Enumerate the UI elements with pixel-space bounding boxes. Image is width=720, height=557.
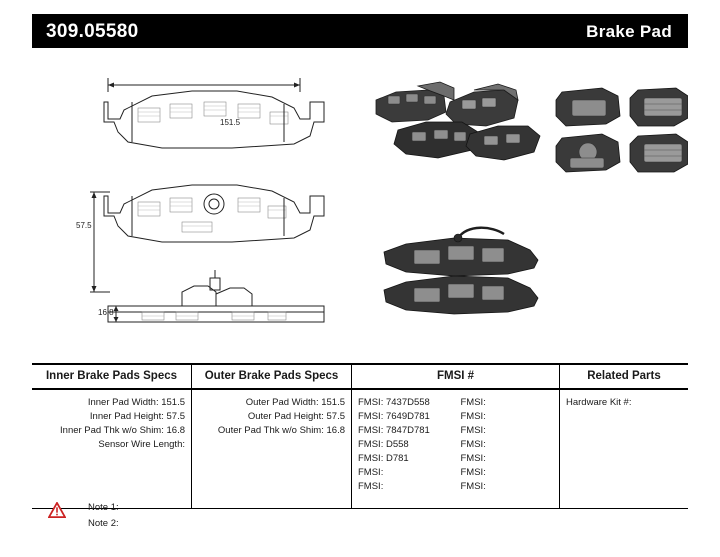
drawing-area [32, 56, 688, 356]
warning-icon [48, 502, 66, 518]
sensor-wire-length: Sensor Wire Length: [98, 439, 185, 450]
outer-pad-thickness: Outer Pad Thk w/o Shim: 16.8 [217, 425, 345, 436]
fmsi-right-value: FMSI: [460, 425, 486, 436]
outer-specs-cell [192, 390, 352, 508]
dimension-width-label: 151.5 [220, 118, 241, 127]
note-1: Note 1: [88, 502, 119, 513]
outer-pad-height: Outer Pad Height: 57.5 [247, 411, 345, 422]
fmsi-left-value: FMSI: [358, 467, 384, 478]
fmsi-right-value: FMSI: [460, 439, 486, 450]
fmsi-row [352, 480, 559, 494]
height-dimension-arrow [90, 192, 110, 292]
column-header-inner-specs: Inner Brake Pads Specs [32, 365, 192, 388]
fmsi-left-value: FMSI: [358, 481, 384, 492]
inner-pad-front-view [104, 91, 324, 148]
notes-section [32, 498, 688, 544]
fmsi-left-value: FMSI: D558 [358, 439, 409, 450]
table-body-row [32, 390, 688, 508]
fmsi-right-value: FMSI: [460, 397, 486, 408]
fmsi-left-value: FMSI: 7437D558 [358, 397, 430, 408]
column-header-related-parts: Related Parts [587, 370, 661, 382]
photo-pads-with-sensor [384, 228, 538, 314]
fmsi-right-value: FMSI: [460, 481, 486, 492]
column-header-fmsi: FMSI # [352, 365, 560, 388]
fmsi-row [352, 396, 559, 410]
inner-specs-cell [32, 390, 192, 508]
pad-edge-view [108, 270, 324, 322]
fmsi-row [352, 410, 559, 424]
fmsi-left-value: FMSI: D781 [358, 453, 409, 464]
product-type: Brake Pad [586, 22, 672, 41]
fmsi-left-value: FMSI: 7649D781 [358, 411, 430, 422]
fmsi-left-value: FMSI: 7847D781 [358, 425, 430, 436]
inner-pad-width: Inner Pad Width: 151.5 [87, 397, 185, 408]
fmsi-row [352, 424, 559, 438]
photo-pads-flat [556, 88, 688, 172]
specification-table [32, 363, 688, 509]
column-header-outer-specs: Outer Brake Pads Specs [192, 365, 352, 388]
fmsi-right-value: FMSI: [460, 411, 486, 422]
fmsi-right-value: FMSI: [460, 453, 486, 464]
fmsi-right-value: FMSI: [460, 467, 486, 478]
fmsi-row [352, 466, 559, 480]
part-number: 309.05580 [46, 21, 139, 42]
inner-pad-thickness: Inner Pad Thk w/o Shim: 16.8 [60, 425, 185, 436]
dimension-thickness-label: 16.8 [98, 308, 114, 317]
dimension-height-label: 57.5 [76, 221, 92, 230]
fmsi-cell [352, 390, 560, 508]
inner-pad-height: Inner Pad Height: 57.5 [89, 411, 185, 422]
fmsi-row [352, 452, 559, 466]
product-photos [358, 56, 688, 356]
photo-pads-angled [376, 82, 540, 160]
outer-pad-front-view [104, 185, 324, 242]
hardware-kit-number: Hardware Kit #: [566, 397, 632, 408]
thickness-dimension-arrow [112, 306, 128, 322]
fmsi-row [352, 438, 559, 452]
related-parts-cell [560, 390, 688, 508]
header-bar [32, 14, 688, 48]
technical-line-drawings [32, 56, 362, 356]
note-2: Note 2: [88, 518, 119, 529]
outer-pad-width: Outer Pad Width: 151.5 [245, 397, 345, 408]
table-header-row [32, 365, 688, 390]
width-dimension-arrow [108, 78, 300, 92]
